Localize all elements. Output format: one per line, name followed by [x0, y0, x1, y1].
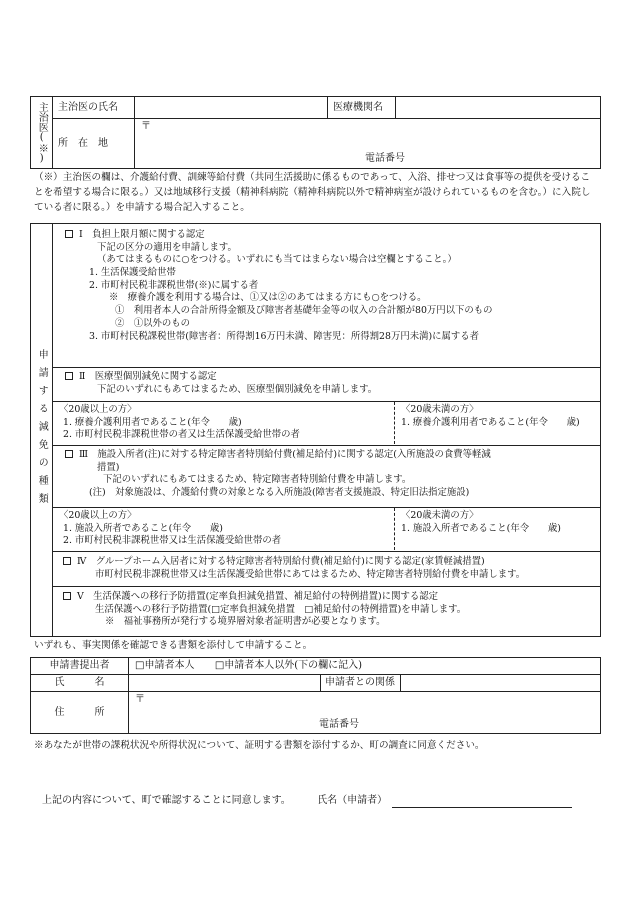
- section-1-title: Ⅰ 負担上限月額に関する認定: [78, 229, 205, 240]
- section-1: [53, 224, 601, 368]
- submitter-other-option[interactable]: □申請者本人以外(下の欄に記入): [214, 660, 363, 672]
- institution-label: 医療機関名: [328, 97, 396, 119]
- relation-label: 申請者との関係: [321, 674, 401, 691]
- section-3-title-cont: 措置): [97, 461, 120, 473]
- submitter-table: [30, 657, 601, 734]
- consent-note: ※あなたが世帯の課税状況や所得状況について、証明する書類を添付するか、町の調査に同意ください。: [34, 739, 485, 751]
- section-3-checkbox[interactable]: [65, 450, 73, 458]
- over20-heading: 〈20歳以上の方〉: [59, 404, 137, 415]
- section-5-title: Ⅴ 生活保護への移行予防措置(定率負担減免措置、補足給付の特例措置)に関する認定: [76, 591, 438, 602]
- doctor-table: [30, 96, 601, 169]
- section-3-note: (注) 対象施設は、介護給付費の対象となる入所施設(障害者支援施設、特定旧法指定施設): [89, 487, 470, 499]
- under20-item[interactable]: 1. 施設入所者であること(年令 歳): [401, 522, 561, 534]
- section-2: [53, 368, 601, 402]
- section-5-note: ※ 福祉事務所が発行する境界層対象者証明書が必要となります。: [105, 616, 386, 628]
- section-3: [53, 446, 601, 508]
- over20-item[interactable]: 2. 市町村民税非課税世帯又は生活保護受給世帯の者: [63, 535, 282, 547]
- section-1-line: ※ 療養介護を利用する場合は、①又は②のあてはまる方にも○をつける。: [109, 292, 427, 304]
- section-3-title: Ⅲ 施設入所者(注)に対する特定障害者特別給付費(補足給付)に関する認定(入所施設の食費等軽減: [78, 449, 491, 460]
- reduction-side-label: 申請する減免の種類: [31, 224, 53, 637]
- submitter-address-label: 住 所: [31, 691, 129, 733]
- over20-heading: 〈20歳以上の方〉: [59, 510, 137, 521]
- section-5: [53, 586, 600, 636]
- submitter-postal-mark: 〒: [135, 693, 145, 705]
- section-4-5-wrap: [53, 552, 601, 637]
- submitter-options: [129, 657, 601, 674]
- doctor-note: （※）主治医の欄は、介護給付費、訓練等給付費（共同生活援助に係るものであって、入浴、排せつ又は食事等の提供を受けることを希望する場合に限る。）又は地域移行支援（精神科病院（精神科病院以外で精神病室が設けられているものを含む。）に入院している者に限る。）を申請する場合記入すること。: [34, 172, 591, 213]
- over20-item[interactable]: 1. 療養介護利用者であること(年令 歳): [63, 416, 242, 428]
- consent-text: 上記の内容について、町で確認することに同意します。: [42, 795, 291, 806]
- submitter-address-field[interactable]: [129, 691, 601, 733]
- doctor-address-label: 所 在 地: [53, 119, 135, 169]
- section-5-checkbox[interactable]: [63, 592, 71, 600]
- section-3-line: 下記のいずれにもあてはまるため、特定障害者特別給付費を申請します。: [103, 474, 412, 486]
- doctor-address-field[interactable]: [135, 119, 601, 169]
- option-tax-exempt-household[interactable]: 2. 市町村民税非課税世帯(※)に属する者: [89, 279, 259, 291]
- doctor-name-label: 主治医の氏名: [53, 97, 135, 119]
- doctor-postal-mark: 〒: [141, 121, 151, 132]
- section-2-title: Ⅱ 医療型個別減免に関する認定: [78, 371, 217, 382]
- section-4-line: 市町村民税非課税世帯又は生活保護受給世帯にあてはまるため、特定障害者特別給付費を申請します。: [95, 568, 526, 580]
- reduction-table: [30, 223, 601, 637]
- submitter-name-label: 氏 名: [31, 674, 129, 691]
- application-form: [30, 96, 601, 754]
- section-1-checkbox[interactable]: [65, 230, 73, 238]
- institution-field[interactable]: [396, 97, 601, 119]
- submitter-phone-label: 電話番号: [319, 718, 359, 730]
- section-2-age: [53, 402, 601, 446]
- under20-heading: 〈20歳未満の方〉: [401, 510, 479, 521]
- signature-field[interactable]: [392, 807, 572, 808]
- doctor-name-field[interactable]: [135, 97, 328, 119]
- section-1-line: （あてはまるものに○をつける。いずれにも当てはまらない場合は空欄とすること。）: [97, 254, 457, 266]
- section-4-checkbox[interactable]: [63, 557, 71, 565]
- relation-field[interactable]: [401, 674, 601, 691]
- doctor-phone-label: 電話番号: [365, 153, 405, 164]
- option-welfare-household[interactable]: 1. 生活保護受給世帯: [89, 267, 176, 279]
- section-2-checkbox[interactable]: [65, 372, 73, 380]
- option-income-under-80[interactable]: ① 利用者本人の合計所得金額及び障害者基礎年金等の収入の合計額が80万円以下のもの: [115, 305, 493, 317]
- submitter-self-option[interactable]: □申請者本人: [135, 660, 195, 672]
- under20-item[interactable]: 1. 療養介護利用者であること(年令 歳): [401, 416, 580, 428]
- section-3-age: [53, 508, 601, 552]
- section-2-line: 下記のいずれにもあてはまるため、医療型個別減免を申請します。: [97, 383, 378, 395]
- over20-item[interactable]: 1. 施設入所者であること(年令 歳): [63, 522, 223, 534]
- section-5-line: 生活保護への移行予防措置(□定率負担減免措置 □補足給付の特例措置)を申請します。: [95, 603, 467, 615]
- submitter-label: 申請書提出者: [31, 657, 129, 674]
- doctor-side-label: 主治医(※): [31, 97, 53, 169]
- under20-heading: 〈20歳未満の方〉: [401, 404, 479, 415]
- section-4-title: Ⅳ グループホーム入居者に対する特定障害者特別給付費(補足給付)に関する認定(家賃軽減措置): [76, 556, 485, 567]
- over20-item[interactable]: 2. 市町村民税非課税世帯の者又は生活保護受給世帯の者: [63, 429, 300, 441]
- section-1-line: 下記の区分の適用を申請します。: [97, 241, 237, 253]
- signature-label: 氏名（申請者）: [317, 795, 388, 806]
- signature-row: [42, 794, 572, 808]
- option-other[interactable]: ② ①以外のもの: [115, 317, 191, 329]
- evidence-note: いずれも、事実関係を確認できる書類を添付して申請すること。: [34, 640, 313, 651]
- submitter-name-field[interactable]: [129, 674, 321, 691]
- option-taxed-household[interactable]: 3. 市町村民税課税世帯(障害者：所得割16万円未満、障害児：所得割28万円未満)に属する者: [89, 330, 479, 342]
- section-4: [53, 552, 600, 586]
